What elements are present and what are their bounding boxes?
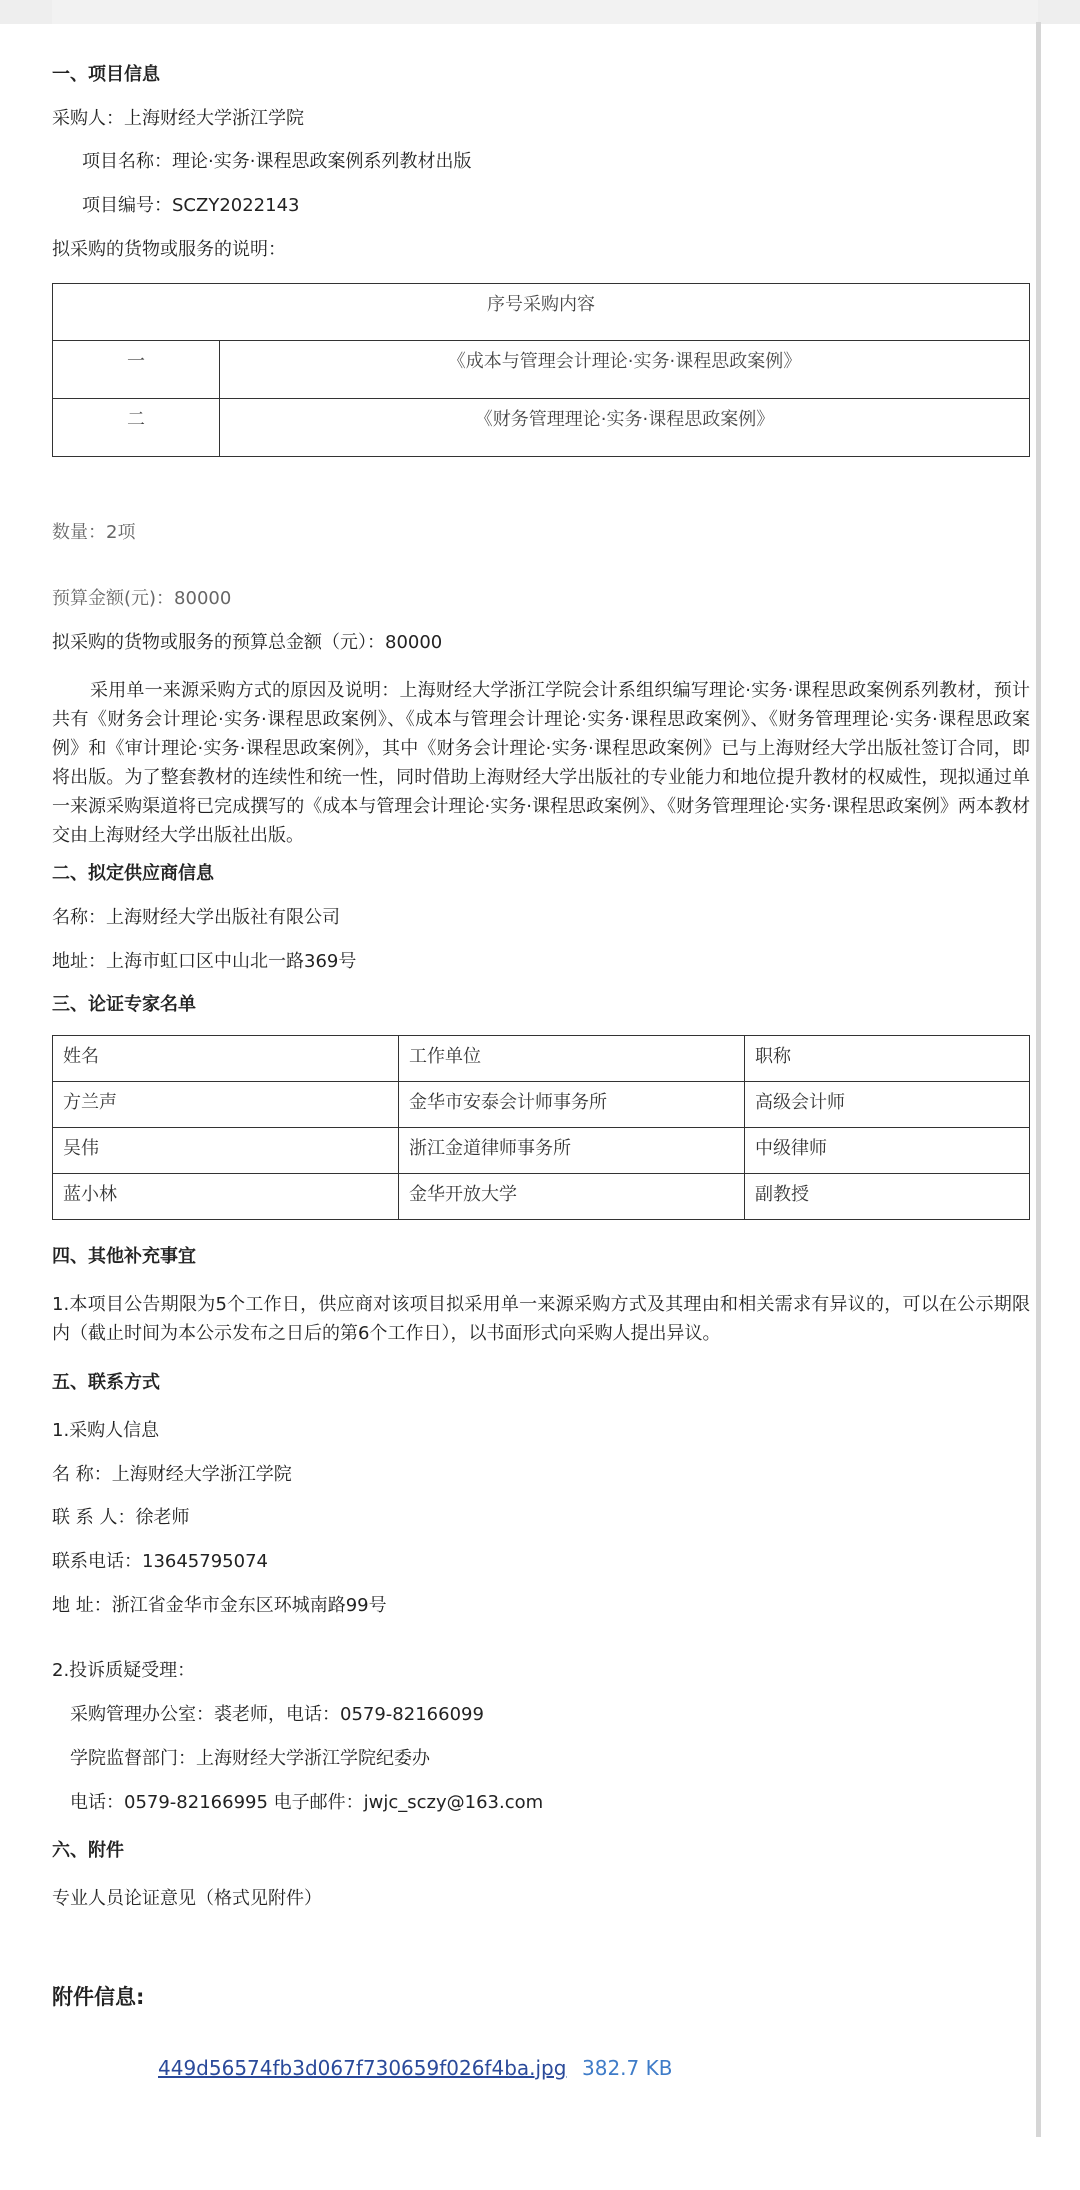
section-3-title: 三、论证专家名单: [52, 994, 196, 1015]
supervision-dept: 学院监督部门：上海财经大学浙江学院纪委办: [70, 1748, 430, 1769]
project-number: 项目编号：SCZY2022143: [82, 195, 300, 216]
attachment-description: 专业人员论证意见（格式见附件）: [52, 1888, 322, 1909]
table-row: [53, 1128, 1030, 1174]
section-6-title: 六、附件: [52, 1840, 124, 1861]
table-row: [53, 1174, 1030, 1220]
expert-name: 蓝小林: [53, 1174, 399, 1220]
expert-title: 中级律师: [745, 1128, 1030, 1174]
single-source-reason: 采用单一来源采购方式的原因及说明：上海财经大学浙江学院会计系组织编写理论·实务·课程思政案例系列教材，预计共有《财务会计理论·实务·课程思政案例》、《成本与管理会计理论·实务·课程思政案例》、《财务管理理论·实务·课程思政案例》和《审计理论·实务·课程思政案例》，其中《财务会计理论·实务·课程思政案例》已与上海财经大学出版社签订合同，即将出版。为了整套教材的连续性和统一性，同时借助上海财经大学出版社的专业能力和地位提升教材的权威性，现拟通过单一来源采购渠道将已完成撰写的《成本与管理会计理论·实务·课程思政案例》、《财务管理理论·实务·课程思政案例》两本教材交由上海财经大学出版社出版。: [52, 680, 1030, 846]
expert-name: 吴伟: [53, 1128, 399, 1174]
expert-org: 金华开放大学: [399, 1174, 745, 1220]
expert-title: 高级会计师: [745, 1082, 1030, 1128]
quantity: 数量：2项: [52, 522, 136, 543]
section-4-title: 四、其他补充事宜: [52, 1246, 196, 1267]
column-header: 工作单位: [399, 1036, 745, 1082]
contact-person: 联 系 人：徐老师: [52, 1507, 190, 1528]
section-1-title: 一、项目信息: [52, 64, 160, 85]
attachments-title: 附件信息:: [52, 1985, 145, 2009]
column-header: 姓名: [53, 1036, 399, 1082]
attachment-size: 382.7 KB: [582, 2056, 673, 2080]
section-2-title: 二、拟定供应商信息: [52, 863, 214, 884]
expert-table: [52, 1035, 1030, 1220]
top-bar-inner: [52, 0, 1038, 24]
supervision-contact: 电话：0579-82166995 电子邮件：jwjc_sczy@163.com: [70, 1792, 544, 1813]
expert-name: 方兰声: [53, 1082, 399, 1128]
right-border: [1036, 22, 1041, 2137]
expert-org: 金华市安泰会计师事务所: [399, 1082, 745, 1128]
row-content: 《成本与管理会计理论·实务·课程思政案例》: [220, 341, 1030, 399]
budget-amount: 预算金额(元)：80000: [52, 588, 232, 609]
table-row: [53, 1082, 1030, 1128]
buyer: 采购人：上海财经大学浙江学院: [52, 108, 304, 129]
expert-title: 副教授: [745, 1174, 1030, 1220]
contact-address: 地 址：浙江省金华市金东区环城南路99号: [52, 1595, 387, 1616]
row-number: 一: [53, 341, 220, 399]
goods-description-label: 拟采购的货物或服务的说明：: [52, 239, 286, 260]
table-row: [53, 341, 1030, 399]
attachment-link[interactable]: 449d56574fb3d067f730659f026f4ba.jpg: [158, 2056, 567, 2080]
total-budget: 拟采购的货物或服务的预算总金额（元）：80000: [52, 632, 443, 653]
section-5-title: 五、联系方式: [52, 1372, 160, 1393]
top-bar: [0, 0, 1080, 24]
procurement-office: 采购管理办公室：裘老师，电话：0579-82166099: [70, 1704, 484, 1725]
procurement-table-header: 序号采购内容: [53, 284, 1030, 341]
table-row: [53, 399, 1030, 457]
supplier-name: 名称：上海财经大学出版社有限公司: [52, 907, 340, 928]
supplier-address: 地址：上海市虹口区中山北一路369号: [52, 951, 357, 972]
procurement-table: [52, 283, 1030, 457]
table-header-row: [53, 1036, 1030, 1082]
complaint-label: 2.投诉质疑受理：: [52, 1660, 196, 1681]
row-content: 《财务管理理论·实务·课程思政案例》: [220, 399, 1030, 457]
contact-phone: 联系电话：13645795074: [52, 1551, 268, 1572]
project-name: 项目名称：理论·实务·课程思政案例系列教材出版: [82, 151, 472, 172]
objection-notice: 1.本项目公告期限为5个工作日，供应商对该项目拟采用单一来源采购方式及其理由和相关需求有异议的，可以在公示期限内（截止时间为本公示发布之日后的第6个工作日），以书面形式向采购人提出异议。: [52, 1294, 1030, 1344]
row-number: 二: [53, 399, 220, 457]
column-header: 职称: [745, 1036, 1030, 1082]
contact-name: 名 称：上海财经大学浙江学院: [52, 1464, 292, 1485]
expert-org: 浙江金道律师事务所: [399, 1128, 745, 1174]
buyer-info-label: 1.采购人信息: [52, 1420, 160, 1441]
